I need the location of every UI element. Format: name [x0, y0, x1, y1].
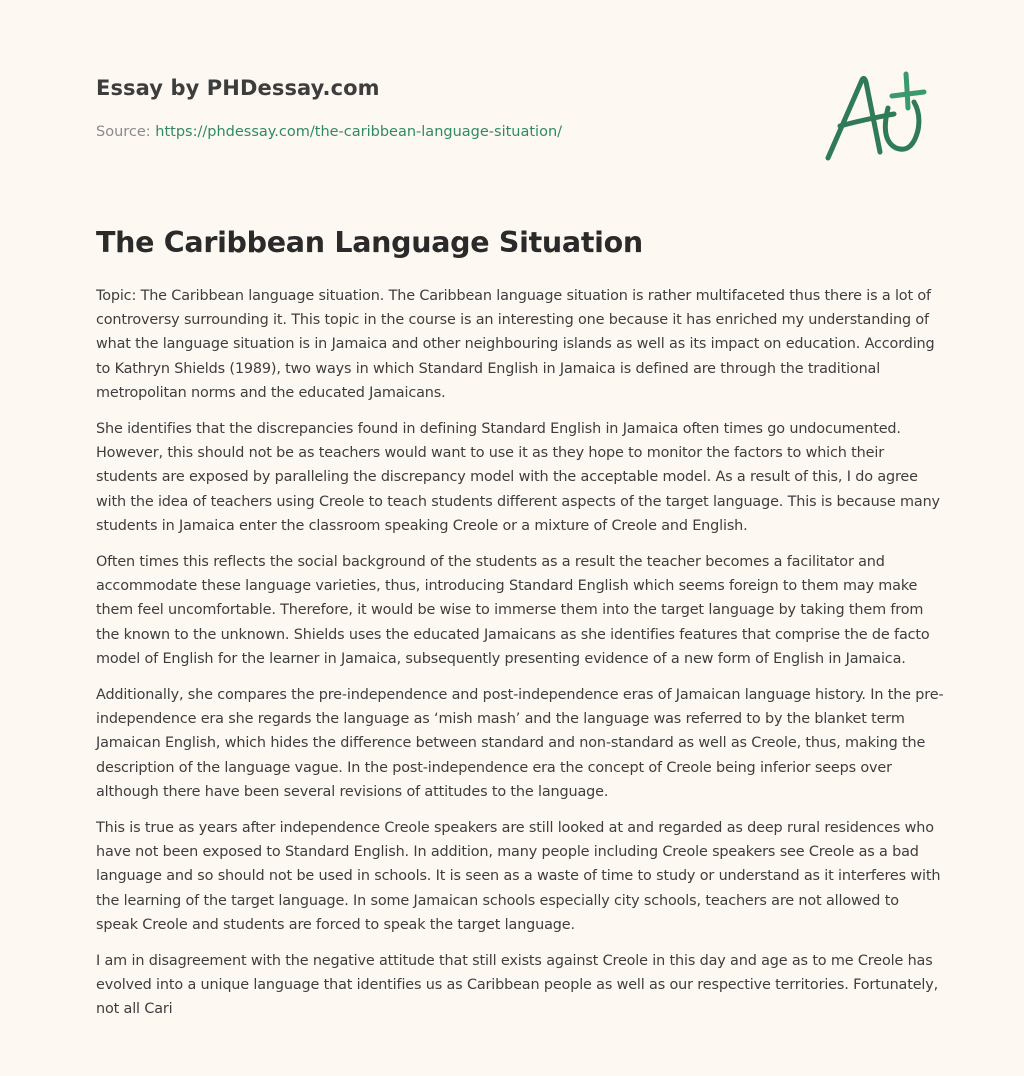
- essay-body: [96, 284, 944, 1034]
- essay-paragraph-3: Often times this reflects the social background of the students as a result the teacher becomes a facilitator and accommodate these language varieties, thus, introducing Standard English which seems foreign to them may make them feel uncomfortable. Therefore, it would be wise to immerse them into the target language by taking them from the known to the unknown. Shields uses the educated Jamaicans as she identifies features that comprise the de facto model of English for the learner in Jamaica, subsequently presenting evidence of a new form of English in Jamaica.: [96, 554, 930, 667]
- essay-paragraph-4: Additionally, she compares the pre-independence and post-independence eras of Jamaican language history. In the pre-independence era she regards the language as ‘mish mash’ and the language was referred to by the blanket term Jamaican English, which hides the difference between standard and non-standard as well as Creole, thus, making the description of the language vague. In the post-independence era the concept of Creole being inferior seeps over although there have been several revisions of attitudes to the language.: [96, 687, 944, 800]
- source-line: [96, 124, 562, 140]
- a-plus-grade-icon: [818, 68, 930, 164]
- essay-paragraph-5: This is true as years after independence Creole speakers are still looked at and regarded as deep rural residences who have not been exposed to Standard English. In addition, many people including Creole speakers see Creole as a bad language and so should not be used in schools. It is seen as a waste of time to study or understand as it interferes with the learning of the target language. In some Jamaican schools especially city schools, teachers are not allowed to speak Creole and students are forced to speak the target language.: [96, 820, 941, 933]
- essay-paragraph-6: I am in disagreement with the negative attitude that still exists against Creole in this day and age as to me Creole has evolved into a unique language that identifies us as Caribbean people as well as our respective territories. Fortunately, not all Cari: [96, 953, 939, 1018]
- essay-paragraph-1: Topic: The Caribbean language situation. The Caribbean language situation is rather multifaceted thus there is a lot of controversy surrounding it. This topic in the course is an interesting one because it has enriched my understanding of what the language situation is in Jamaica and other neighbouring islands as well as its impact on education. According to Kathryn Shields (1989), two ways in which Standard English in Jamaica is defined are through the traditional metropolitan norms and the educated Jamaicans.: [96, 288, 935, 401]
- site-title: Essay by PHDessay.com: [96, 76, 380, 100]
- essay-paragraph-2: She identifies that the discrepancies found in defining Standard English in Jamaica often times go undocumented. However, this should not be as teachers would want to use it as they hope to monitor the factors to which their students are exposed by paralleling the discrepancy model with the acceptable model. As a result of this, I do agree with the idea of teachers using Creole to teach students different aspects of the target language. This is because many students in Jamaica enter the classroom speaking Creole or a mixture of Creole and English.: [96, 421, 940, 534]
- source-label: Source:: [96, 124, 151, 140]
- essay-title: The Caribbean Language Situation: [96, 226, 643, 259]
- source-link[interactable]: https://phdessay.com/the-caribbean-language-situation/: [155, 124, 563, 140]
